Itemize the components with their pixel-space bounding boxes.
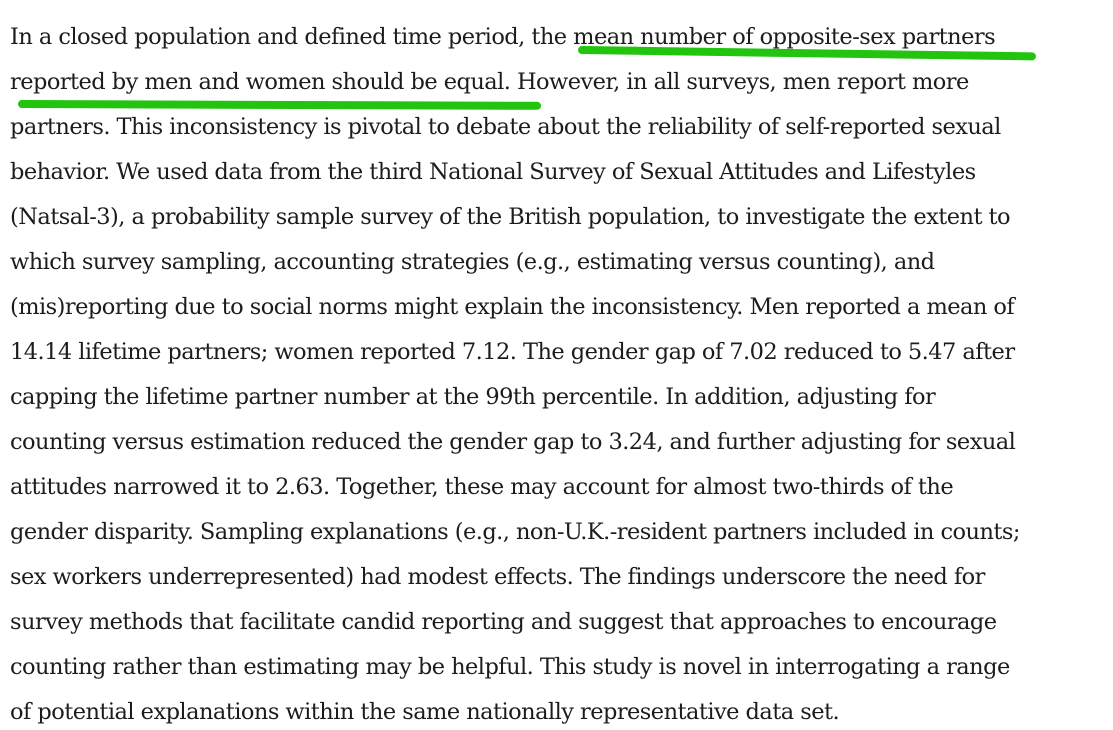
- abstract-line-15: counting rather than estimating may be helpful. This study is novel in interrogating a range: [10, 654, 1010, 680]
- abstract-line-8: 14.14 lifetime partners; women reported 7.12. The gender gap of 7.02 reduced to 5.47 after: [10, 339, 1015, 365]
- abstract-line-1: In a closed population and defined time period, the mean number of opposite-sex partners: [10, 24, 996, 50]
- abstract-line-11: attitudes narrowed it to 2.63. Together, these may account for almost two-thirds of the: [10, 474, 954, 500]
- abstract-line-5: (Natsal-3), a probability sample survey of the British population, to investigate the extent to: [10, 204, 1011, 230]
- abstract-line-12: gender disparity. Sampling explanations (e.g., non-U.K.-resident partners included in counts;: [10, 519, 1020, 545]
- abstract-line-3: partners. This inconsistency is pivotal to debate about the reliability of self-reported sexual: [10, 114, 1001, 140]
- abstract-line-10: counting versus estimation reduced the gender gap to 3.24, and further adjusting for sexual: [10, 429, 1016, 455]
- abstract-line-16: of potential explanations within the same nationally representative data set.: [10, 699, 840, 725]
- abstract-line-14: survey methods that facilitate candid reporting and suggest that approaches to encourage: [10, 609, 997, 635]
- abstract-line-2: reported by men and women should be equal. However, in all surveys, men report more: [10, 69, 969, 95]
- abstract-line-13: sex workers underrepresented) had modest effects. The findings underscore the need for: [10, 564, 985, 590]
- abstract-line-6: which survey sampling, accounting strategies (e.g., estimating versus counting), and: [10, 249, 935, 275]
- abstract-line-7: (mis)reporting due to social norms might explain the inconsistency. Men reported a mean of: [10, 294, 1015, 320]
- abstract-line-9: capping the lifetime partner number at the 99th percentile. In addition, adjusting for: [10, 384, 936, 410]
- green-underline-mark-2: [18, 100, 541, 110]
- abstract-line-4: behavior. We used data from the third National Survey of Sexual Attitudes and Lifestyles: [10, 159, 976, 185]
